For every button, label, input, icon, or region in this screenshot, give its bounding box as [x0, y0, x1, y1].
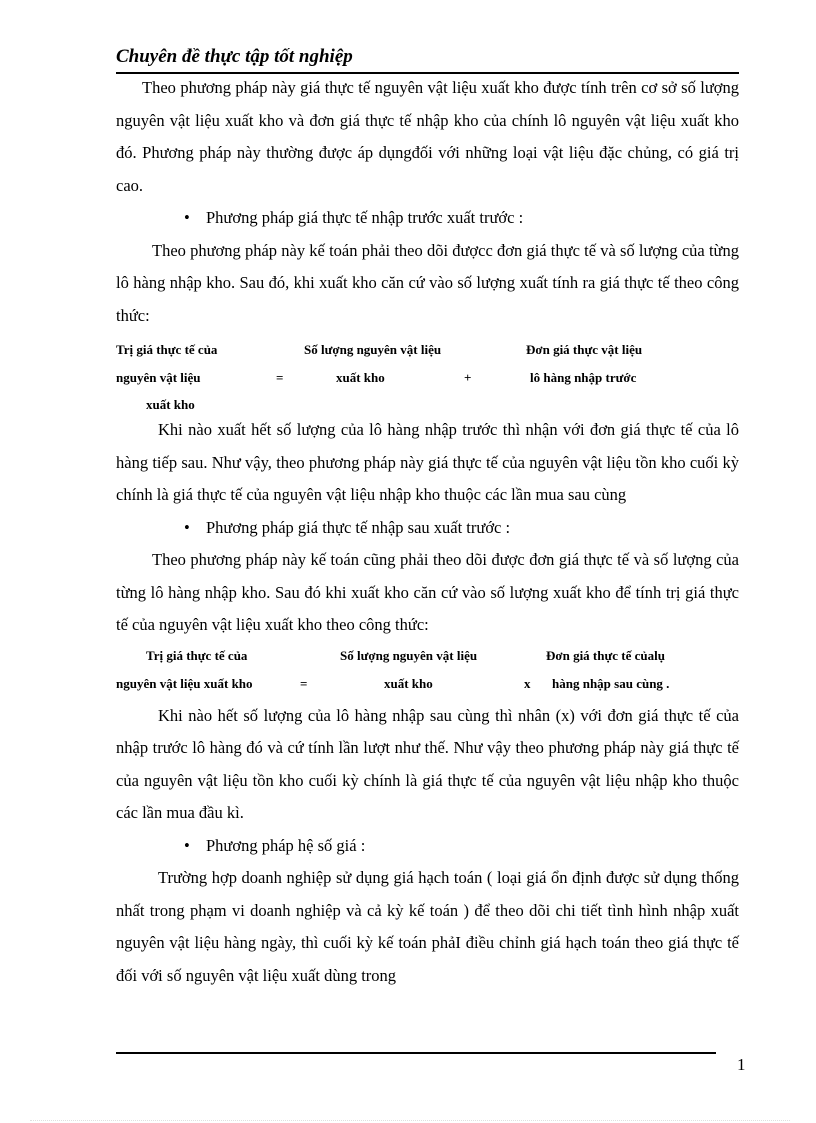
formula-2	[116, 642, 739, 700]
bullet-icon: •	[184, 835, 190, 855]
bullet-icon: •	[184, 208, 190, 227]
formula-1-operator: +	[464, 370, 472, 385]
formula-2-term-a-line1: Trị giá thực tế của	[146, 647, 248, 663]
paragraph-1: Theo phương pháp này giá thực tế nguyên vật liệu xuất kho được tính trên cơ sở số lượng nguyên vật liệu xuất kho và đơn giá thực tế nhập kho của chính lô nguyên vật liệu xuất kho đó. Phương pháp này thường được áp dụngđối với những loại vật liệu đặc chủng, có giá trị cao.	[116, 78, 739, 195]
page-header: Chuyên đề thực tập tốt nghiệp	[116, 44, 739, 74]
page-edge-divider	[30, 1120, 790, 1121]
bullet-icon: •	[184, 517, 190, 537]
paragraph-2: Theo phương pháp này kế toán phải theo dõi đượcc đơn giá thực tế và số lượng của từng lô hàng nhập kho. Sau đó, khi xuất kho căn cứ vào số lượng xuất tính ra giá thực tế theo công thức:	[116, 240, 739, 325]
bullet-item-3	[116, 830, 739, 863]
formula-1-equals: =	[276, 370, 284, 385]
formula-1-term-c-line1: Đơn giá thực vật liệu	[526, 342, 643, 357]
paragraph-6: Trường hợp doanh nghiệp sử dụng giá hạch toán ( loại giá ổn định được sử dụng thống nhất trong phạm vi doanh nghiệp và cả kỳ kế toán ) để theo dõi chi tiết tình hình nhập xuất nguyên vật liệu hàng ngày, thì cuối kỳ kế toán phảI điều chỉnh giá hạch toán theo giá thực tế đối với số nguyên vật liệu xuất dùng trong	[116, 868, 739, 985]
document-body	[116, 72, 739, 992]
formula-1-term-a-line1: Trị giá thực tế của	[116, 342, 218, 357]
formula-2-term-a-line2: nguyên vật liệu xuất kho	[116, 675, 253, 691]
formula-1-term-a-line3: xuất kho	[146, 397, 195, 412]
formula-2-term-c-line1: Đơn giá thực tế củalụ	[546, 647, 665, 663]
formula-1-term-a-line2: nguyên vật liệu	[116, 370, 201, 385]
formula-2-equals: =	[300, 675, 308, 691]
formula-2-term-b-line2: xuất kho	[384, 675, 433, 691]
paragraph-3: Khi nào xuất hết số lượng của lô hàng nhập trước thì nhận với đơn giá thực tế của lô hàng tiếp sau. Như vậy, theo phương pháp này giá thực tế của nguyên vật liệu tồn kho cuối kỳ chính là giá thực tế của nguyên vật liệu nhập kho thuộc các lần mua sau cùng	[116, 420, 739, 504]
bullet-item-2-text: Phương pháp giá thực tế nhập sau xuất trước :	[206, 517, 511, 537]
paragraph-5: Khi nào hết số lượng của lô hàng nhập sau cùng thì nhân (x) với đơn giá thực tế của nhập trước lô hàng đó và cứ tính lần lượt như thế. Như vậy theo phương pháp này giá thực tế của nguyên vật liệu tồn kho cuối kỳ chính là giá thực tế của nguyên vật liệu nhập kho thuộc các lần mua đầu kì.	[116, 705, 739, 822]
formula-1-term-c-line2: lô hàng nhập trước	[530, 370, 637, 385]
bullet-item-1-text: Phương pháp giá thực tế nhập trước xuất trước :	[206, 208, 524, 227]
paragraph-4: Theo phương pháp này kế toán cũng phải theo dõi được đơn giá thực tế và số lượng của từng lô hàng nhập kho. Sau đó khi xuất kho căn cứ vào số lượng xuất kho để tính trị giá thực tế của nguyên vật liệu xuất kho theo công thức:	[116, 550, 739, 634]
page-number: 1	[737, 1055, 746, 1074]
formula-1-term-b-line2: xuất kho	[336, 370, 385, 385]
formula-2-term-c-line2: hàng nhập sau cùng .	[552, 675, 670, 691]
formula-1	[116, 332, 739, 414]
formula-2-term-b-line1: Số lượng nguyên vật liệu	[340, 647, 478, 663]
bullet-item-3-text: Phương pháp hệ số giá :	[206, 835, 366, 855]
footer-rule	[116, 1052, 716, 1054]
bullet-item-1	[116, 202, 739, 235]
formula-1-term-b-line1: Số lượng nguyên vật liệu	[304, 342, 442, 357]
bullet-item-2	[116, 512, 739, 545]
formula-2-operator: x	[524, 675, 531, 691]
